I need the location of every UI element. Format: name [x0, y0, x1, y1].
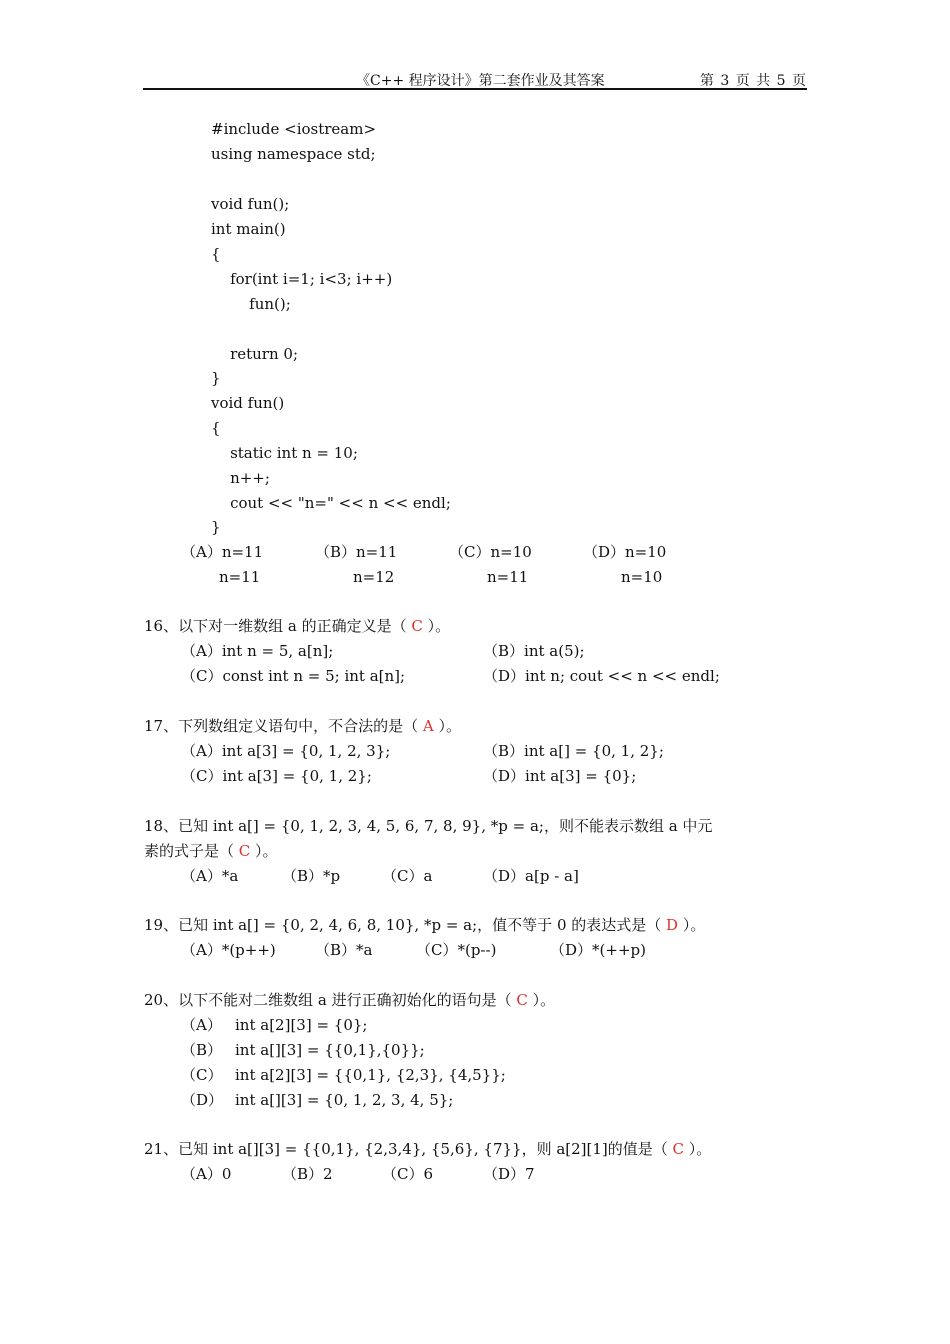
option-b-second: n=12	[353, 568, 395, 586]
code-line: for(int i=1; i<3; i++)	[211, 270, 393, 288]
option-c: （C）	[181, 1066, 223, 1084]
answer-mark: D	[666, 916, 679, 934]
answer-mark: C	[516, 991, 528, 1009]
code-line: using namespace std;	[211, 145, 376, 163]
question-text: 20、以下不能对二维数组 a 进行正确初始化的语句是（ C ）。	[144, 991, 556, 1009]
question-text: 16、以下对一维数组 a 的正确定义是（ C ）。	[144, 617, 451, 635]
option-b-code: int a[][3] = {{0,1},{0}};	[235, 1041, 425, 1059]
option-a: （A）	[181, 1016, 222, 1034]
option-c: （C）a	[382, 867, 433, 885]
code-line: void fun();	[211, 195, 290, 213]
question-text: 17、下列数组定义语句中，不合法的是（ A ）。	[144, 717, 461, 735]
option-c: （C）*(p--)	[416, 941, 497, 959]
option-c: （C）int a[3] = {0, 1, 2};	[181, 767, 372, 785]
document-title: 《C++ 程序设计》第二套作业及其答案	[356, 73, 605, 89]
code-line: return 0;	[211, 345, 299, 363]
answer-mark: C	[238, 842, 251, 860]
code-line: fun();	[211, 295, 291, 313]
option-d-second: n=10	[621, 568, 663, 586]
question-text: 18、已知 int a[] = {0, 1, 2, 3, 4, 5, 6, 7, 8, 9}, *p = a;，则不能表示数组 a 中元	[144, 817, 713, 835]
option-d: （D）7	[483, 1165, 535, 1183]
option-c: （C）6	[382, 1165, 434, 1183]
answer-mark: A	[422, 717, 434, 735]
question-text: 19、已知 int a[] = {0, 2, 4, 6, 8, 10}, *p = a;，值不等于 0 的表达式是（ D ）。	[144, 916, 706, 934]
option-a: （A）*a	[181, 867, 239, 885]
option-b: （B）2	[282, 1165, 333, 1183]
option-a-code: int a[2][3] = {0};	[235, 1016, 368, 1034]
code-line: {	[211, 245, 221, 263]
option-d: （D）int a[3] = {0};	[483, 767, 637, 785]
option-d: （D）*(++p)	[550, 941, 646, 959]
option-a: （A）*(p++)	[181, 941, 276, 959]
code-line: }	[211, 518, 221, 536]
option-d: （D）a[p - a]	[483, 867, 579, 885]
option-c: （C）const int n = 5; int a[n];	[181, 667, 406, 685]
option-a: （A）n=11	[181, 543, 264, 561]
option-b: （B）n=11	[315, 543, 398, 561]
code-line: cout << "n=" << n << endl;	[211, 494, 451, 512]
question-text: 21、已知 int a[][3] = {{0,1}, {2,3,4}, {5,6}, {7}}，则 a[2][1]的值是（ C ）。	[144, 1140, 712, 1158]
question-text-continued: 素的式子是（ C ）。	[144, 842, 278, 860]
option-c-second: n=11	[487, 568, 529, 586]
option-c: （C）n=10	[449, 543, 532, 561]
code-line: {	[211, 419, 221, 437]
option-a: （A）int a[3] = {0, 1, 2, 3};	[181, 742, 391, 760]
option-d-code: int a[][3] = {0, 1, 2, 3, 4, 5};	[235, 1091, 454, 1109]
option-a: （A）int n = 5, a[n];	[181, 642, 334, 660]
code-line: n++;	[211, 469, 270, 487]
code-line: #include <iostream>	[211, 120, 377, 138]
option-d: （D）	[181, 1091, 224, 1109]
code-line: static int n = 10;	[211, 444, 358, 462]
code-line: }	[211, 369, 221, 387]
page-header	[143, 70, 807, 90]
option-b: （B）int a(5);	[483, 642, 585, 660]
answer-mark: C	[411, 617, 423, 635]
option-b: （B）*p	[282, 867, 341, 885]
option-d: （D）int n; cout << n << endl;	[483, 667, 720, 685]
option-c-code: int a[2][3] = {{0,1}, {2,3}, {4,5}};	[235, 1066, 506, 1084]
option-d: （D）n=10	[583, 543, 667, 561]
option-b: （B）int a[] = {0, 1, 2};	[483, 742, 664, 760]
option-a-second: n=11	[219, 568, 261, 586]
page-number: 第 3 页 共 5 页	[699, 73, 807, 89]
option-a: （A）0	[181, 1165, 232, 1183]
code-line: void fun()	[211, 394, 285, 412]
answer-mark: C	[672, 1140, 685, 1158]
option-b: （B）*a	[315, 941, 373, 959]
option-b: （B）	[181, 1041, 223, 1059]
code-line: int main()	[211, 220, 286, 238]
